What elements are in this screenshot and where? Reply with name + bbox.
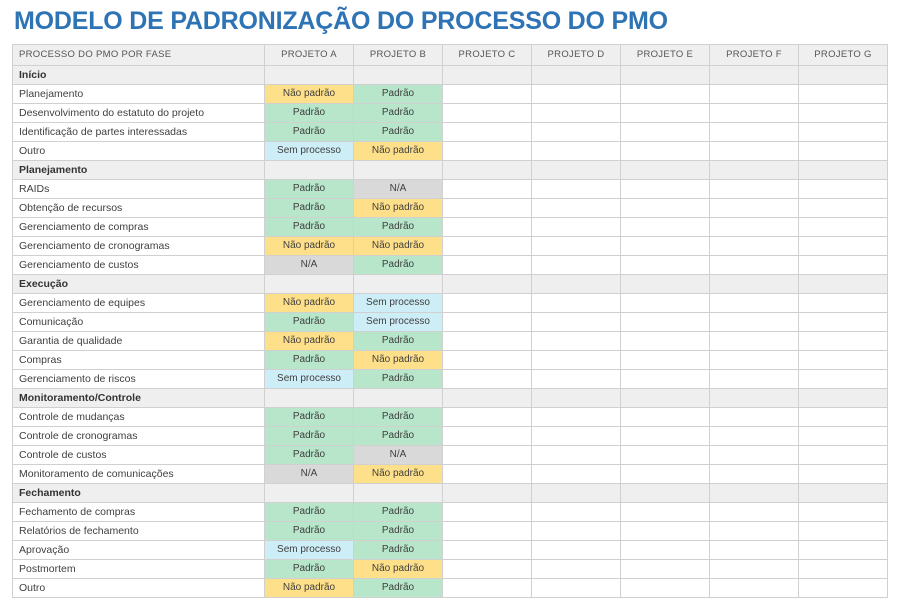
column-header-project[interactable]: PROJETO B: [354, 44, 443, 65]
status-cell[interactable]: [532, 407, 621, 426]
status-cell[interactable]: [532, 540, 621, 559]
table-body: [13, 65, 888, 597]
status-cell[interactable]: [443, 540, 532, 559]
status-cell[interactable]: [443, 369, 532, 388]
status-cell[interactable]: [532, 198, 621, 217]
status-cell[interactable]: N/A: [265, 464, 354, 483]
status-cell[interactable]: [354, 160, 443, 179]
phase-group-label: Início: [13, 65, 265, 84]
status-cell[interactable]: [443, 483, 532, 502]
status-cell[interactable]: [443, 559, 532, 578]
status-cell[interactable]: [443, 255, 532, 274]
status-cell[interactable]: [532, 236, 621, 255]
status-cell[interactable]: [799, 445, 888, 464]
status-cell[interactable]: [532, 502, 621, 521]
status-cell[interactable]: [532, 521, 621, 540]
status-cell[interactable]: [265, 274, 354, 293]
status-cell[interactable]: Padrão: [265, 312, 354, 331]
status-cell[interactable]: [354, 483, 443, 502]
status-cell[interactable]: [621, 559, 710, 578]
table-row: [13, 540, 888, 559]
status-cell[interactable]: [621, 445, 710, 464]
status-cell[interactable]: Padrão: [354, 217, 443, 236]
status-cell[interactable]: [621, 255, 710, 274]
status-cell[interactable]: [710, 426, 799, 445]
status-cell[interactable]: [710, 407, 799, 426]
status-cell[interactable]: [443, 179, 532, 198]
status-cell[interactable]: Padrão: [354, 103, 443, 122]
status-cell[interactable]: [799, 331, 888, 350]
status-cell[interactable]: [443, 293, 532, 312]
status-cell[interactable]: [710, 236, 799, 255]
status-cell[interactable]: [354, 388, 443, 407]
status-cell[interactable]: [443, 445, 532, 464]
status-cell[interactable]: [532, 255, 621, 274]
phase-group-row: [13, 483, 888, 502]
table-row: [13, 84, 888, 103]
status-cell[interactable]: Padrão: [354, 540, 443, 559]
status-cell[interactable]: [443, 103, 532, 122]
process-label: Relatórios de fechamento: [13, 521, 265, 540]
status-cell[interactable]: [710, 255, 799, 274]
status-cell[interactable]: [799, 122, 888, 141]
status-cell[interactable]: Não padrão: [265, 236, 354, 255]
column-header-project[interactable]: PROJETO C: [443, 44, 532, 65]
status-cell[interactable]: [799, 369, 888, 388]
status-cell[interactable]: [621, 198, 710, 217]
status-cell[interactable]: [443, 122, 532, 141]
status-cell[interactable]: [621, 217, 710, 236]
status-cell[interactable]: [621, 160, 710, 179]
process-label: Fechamento de compras: [13, 502, 265, 521]
status-cell[interactable]: [710, 388, 799, 407]
status-cell[interactable]: Padrão: [354, 578, 443, 597]
status-cell[interactable]: [532, 160, 621, 179]
status-cell[interactable]: Não padrão: [265, 578, 354, 597]
status-cell[interactable]: [621, 331, 710, 350]
status-cell[interactable]: [710, 217, 799, 236]
status-cell[interactable]: Padrão: [265, 521, 354, 540]
status-cell[interactable]: [532, 464, 621, 483]
table-row: [13, 122, 888, 141]
status-cell[interactable]: [710, 103, 799, 122]
status-cell[interactable]: [532, 141, 621, 160]
status-cell[interactable]: Padrão: [354, 502, 443, 521]
pmo-standardization-table: [12, 44, 888, 598]
status-cell[interactable]: Padrão: [265, 445, 354, 464]
process-label: Gerenciamento de custos: [13, 255, 265, 274]
table-row: [13, 141, 888, 160]
table-row: [13, 407, 888, 426]
table-row: [13, 445, 888, 464]
status-cell[interactable]: [621, 483, 710, 502]
status-cell[interactable]: Padrão: [265, 350, 354, 369]
table-row: [13, 464, 888, 483]
status-cell[interactable]: [621, 502, 710, 521]
status-cell[interactable]: [621, 236, 710, 255]
status-cell[interactable]: [621, 179, 710, 198]
status-cell[interactable]: [443, 236, 532, 255]
status-cell[interactable]: [354, 65, 443, 84]
status-cell[interactable]: [710, 578, 799, 597]
process-label: Controle de cronogramas: [13, 426, 265, 445]
status-cell[interactable]: [710, 293, 799, 312]
column-header-project[interactable]: PROJETO F: [710, 44, 799, 65]
status-cell[interactable]: [621, 312, 710, 331]
status-cell[interactable]: [532, 103, 621, 122]
table-row: [13, 255, 888, 274]
page-title: MODELO DE PADRONIZAÇÃO DO PROCESSO DO PMO: [14, 7, 668, 35]
status-cell[interactable]: [710, 559, 799, 578]
status-cell[interactable]: [799, 255, 888, 274]
status-cell[interactable]: [799, 540, 888, 559]
table-row: [13, 179, 888, 198]
status-cell[interactable]: [532, 483, 621, 502]
status-cell[interactable]: [710, 369, 799, 388]
table-row: [13, 521, 888, 540]
phase-group-row: [13, 388, 888, 407]
status-cell[interactable]: [621, 274, 710, 293]
process-label: Controle de custos: [13, 445, 265, 464]
status-cell[interactable]: [532, 274, 621, 293]
status-cell[interactable]: Padrão: [265, 407, 354, 426]
status-cell[interactable]: [799, 426, 888, 445]
status-cell[interactable]: [710, 521, 799, 540]
status-cell[interactable]: [710, 483, 799, 502]
status-cell[interactable]: [621, 540, 710, 559]
status-cell[interactable]: [532, 445, 621, 464]
status-cell[interactable]: Não padrão: [354, 198, 443, 217]
phase-group-label: Planejamento: [13, 160, 265, 179]
status-cell[interactable]: [443, 407, 532, 426]
status-cell[interactable]: [621, 103, 710, 122]
column-header-project[interactable]: PROJETO D: [532, 44, 621, 65]
status-cell[interactable]: [710, 350, 799, 369]
status-cell[interactable]: [799, 483, 888, 502]
column-header-phase[interactable]: PROCESSO DO PMO POR FASE: [13, 44, 265, 65]
process-label: Garantia de qualidade: [13, 331, 265, 350]
status-cell[interactable]: Não padrão: [354, 236, 443, 255]
process-label: RAIDs: [13, 179, 265, 198]
process-label: Gerenciamento de riscos: [13, 369, 265, 388]
status-cell[interactable]: [621, 426, 710, 445]
status-cell[interactable]: [710, 540, 799, 559]
process-label: Outro: [13, 141, 265, 160]
status-cell[interactable]: [532, 217, 621, 236]
status-cell[interactable]: [443, 426, 532, 445]
status-cell[interactable]: Padrão: [354, 122, 443, 141]
phase-group-label: Fechamento: [13, 483, 265, 502]
process-label: Obtenção de recursos: [13, 198, 265, 217]
status-cell[interactable]: [799, 141, 888, 160]
status-cell[interactable]: [799, 274, 888, 293]
table-row: [13, 236, 888, 255]
status-cell[interactable]: Padrão: [265, 179, 354, 198]
status-cell[interactable]: [621, 65, 710, 84]
status-cell[interactable]: [621, 407, 710, 426]
table-row: [13, 198, 888, 217]
status-cell[interactable]: [799, 236, 888, 255]
table-row: [13, 578, 888, 597]
status-cell[interactable]: [621, 369, 710, 388]
status-cell[interactable]: [443, 331, 532, 350]
status-cell[interactable]: N/A: [265, 255, 354, 274]
process-label: Desenvolvimento do estatuto do projeto: [13, 103, 265, 122]
status-cell[interactable]: [799, 293, 888, 312]
status-cell[interactable]: [265, 388, 354, 407]
process-label: Monitoramento de comunicações: [13, 464, 265, 483]
status-cell[interactable]: Não padrão: [354, 141, 443, 160]
status-cell[interactable]: [710, 198, 799, 217]
status-cell[interactable]: Não padrão: [265, 84, 354, 103]
table-row: [13, 502, 888, 521]
status-cell[interactable]: Sem processo: [265, 369, 354, 388]
status-cell[interactable]: [265, 160, 354, 179]
status-cell[interactable]: [799, 559, 888, 578]
status-cell[interactable]: [799, 350, 888, 369]
status-cell[interactable]: Padrão: [354, 255, 443, 274]
status-cell[interactable]: [443, 464, 532, 483]
status-cell[interactable]: N/A: [354, 445, 443, 464]
status-cell[interactable]: [710, 65, 799, 84]
table-row: [13, 350, 888, 369]
status-cell[interactable]: [799, 160, 888, 179]
status-cell[interactable]: [443, 65, 532, 84]
table-row: [13, 293, 888, 312]
status-cell[interactable]: Não padrão: [354, 350, 443, 369]
status-cell[interactable]: [443, 198, 532, 217]
table-row: [13, 312, 888, 331]
status-cell[interactable]: [799, 407, 888, 426]
status-cell[interactable]: Padrão: [354, 407, 443, 426]
status-cell[interactable]: Padrão: [354, 521, 443, 540]
status-cell[interactable]: [799, 103, 888, 122]
status-cell[interactable]: Padrão: [265, 198, 354, 217]
process-label: Outro: [13, 578, 265, 597]
process-label: Gerenciamento de equipes: [13, 293, 265, 312]
phase-group-label: Execução: [13, 274, 265, 293]
status-cell[interactable]: Sem processo: [354, 312, 443, 331]
status-cell[interactable]: [710, 464, 799, 483]
status-cell[interactable]: [532, 122, 621, 141]
status-cell[interactable]: [532, 293, 621, 312]
status-cell[interactable]: [443, 578, 532, 597]
status-cell[interactable]: [799, 217, 888, 236]
table-row: [13, 217, 888, 236]
status-cell[interactable]: [799, 521, 888, 540]
status-cell[interactable]: Padrão: [265, 502, 354, 521]
process-label: Identificação de partes interessadas: [13, 122, 265, 141]
status-cell[interactable]: [710, 445, 799, 464]
table-row: [13, 559, 888, 578]
process-label: Comunicação: [13, 312, 265, 331]
status-cell[interactable]: [532, 84, 621, 103]
table-row: [13, 369, 888, 388]
status-cell[interactable]: Padrão: [354, 426, 443, 445]
status-cell[interactable]: [443, 274, 532, 293]
status-cell[interactable]: [621, 350, 710, 369]
status-cell[interactable]: [532, 350, 621, 369]
status-cell[interactable]: Padrão: [265, 559, 354, 578]
status-cell[interactable]: [532, 65, 621, 84]
status-cell[interactable]: Não padrão: [265, 331, 354, 350]
status-cell[interactable]: [621, 464, 710, 483]
status-cell[interactable]: Não padrão: [354, 464, 443, 483]
status-cell[interactable]: [710, 179, 799, 198]
table-header: [13, 44, 888, 65]
status-cell[interactable]: [265, 483, 354, 502]
status-cell[interactable]: [532, 578, 621, 597]
status-cell[interactable]: [710, 84, 799, 103]
status-cell[interactable]: [532, 369, 621, 388]
status-cell[interactable]: [621, 521, 710, 540]
column-header-project[interactable]: PROJETO G: [799, 44, 888, 65]
status-cell[interactable]: Padrão: [265, 122, 354, 141]
process-label: Controle de mudanças: [13, 407, 265, 426]
process-label: Planejamento: [13, 84, 265, 103]
status-cell[interactable]: Padrão: [354, 331, 443, 350]
process-label: Aprovação: [13, 540, 265, 559]
status-cell[interactable]: Sem processo: [265, 141, 354, 160]
status-cell[interactable]: [443, 84, 532, 103]
status-cell[interactable]: Sem processo: [354, 293, 443, 312]
process-label: Gerenciamento de compras: [13, 217, 265, 236]
status-cell[interactable]: [532, 559, 621, 578]
status-cell[interactable]: [799, 65, 888, 84]
status-cell[interactable]: [443, 350, 532, 369]
status-cell[interactable]: [710, 122, 799, 141]
table-row: [13, 103, 888, 122]
status-cell[interactable]: [799, 179, 888, 198]
table-row: [13, 331, 888, 350]
status-cell[interactable]: [532, 179, 621, 198]
status-cell[interactable]: Padrão: [265, 217, 354, 236]
status-cell[interactable]: [532, 426, 621, 445]
status-cell[interactable]: [710, 502, 799, 521]
status-cell[interactable]: [354, 274, 443, 293]
status-cell[interactable]: [532, 388, 621, 407]
column-header-project[interactable]: PROJETO A: [265, 44, 354, 65]
status-cell[interactable]: [443, 388, 532, 407]
status-cell[interactable]: Sem processo: [265, 540, 354, 559]
status-cell[interactable]: [443, 141, 532, 160]
column-header-project[interactable]: PROJETO E: [621, 44, 710, 65]
status-cell[interactable]: [621, 141, 710, 160]
phase-group-row: [13, 274, 888, 293]
status-cell[interactable]: [710, 160, 799, 179]
status-cell[interactable]: [799, 502, 888, 521]
status-cell[interactable]: [532, 331, 621, 350]
status-cell[interactable]: [799, 464, 888, 483]
header-row: [13, 44, 888, 65]
phase-group-label: Monitoramento/Controle: [13, 388, 265, 407]
status-cell[interactable]: Não padrão: [265, 293, 354, 312]
status-cell[interactable]: Padrão: [354, 369, 443, 388]
status-cell[interactable]: [443, 521, 532, 540]
process-label: Compras: [13, 350, 265, 369]
status-cell[interactable]: [443, 160, 532, 179]
status-cell[interactable]: [710, 331, 799, 350]
table-row: [13, 426, 888, 445]
status-cell[interactable]: [621, 293, 710, 312]
status-cell[interactable]: [621, 84, 710, 103]
status-cell[interactable]: N/A: [354, 179, 443, 198]
status-cell[interactable]: [710, 274, 799, 293]
status-cell[interactable]: [443, 502, 532, 521]
status-cell[interactable]: [799, 388, 888, 407]
status-cell[interactable]: [621, 388, 710, 407]
process-label: Gerenciamento de cronogramas: [13, 236, 265, 255]
status-cell[interactable]: [799, 312, 888, 331]
status-cell[interactable]: [532, 312, 621, 331]
status-cell[interactable]: [443, 312, 532, 331]
status-cell[interactable]: [710, 141, 799, 160]
process-label: Postmortem: [13, 559, 265, 578]
status-cell[interactable]: Padrão: [354, 84, 443, 103]
status-cell[interactable]: Padrão: [265, 426, 354, 445]
status-cell[interactable]: [621, 122, 710, 141]
status-cell[interactable]: [443, 217, 532, 236]
status-cell[interactable]: [710, 312, 799, 331]
status-cell[interactable]: [799, 198, 888, 217]
status-cell[interactable]: [265, 65, 354, 84]
phase-group-row: [13, 160, 888, 179]
phase-group-row: [13, 65, 888, 84]
status-cell[interactable]: Padrão: [265, 103, 354, 122]
status-cell[interactable]: [799, 84, 888, 103]
status-cell[interactable]: [621, 578, 710, 597]
status-cell[interactable]: [799, 578, 888, 597]
status-cell[interactable]: Não padrão: [354, 559, 443, 578]
